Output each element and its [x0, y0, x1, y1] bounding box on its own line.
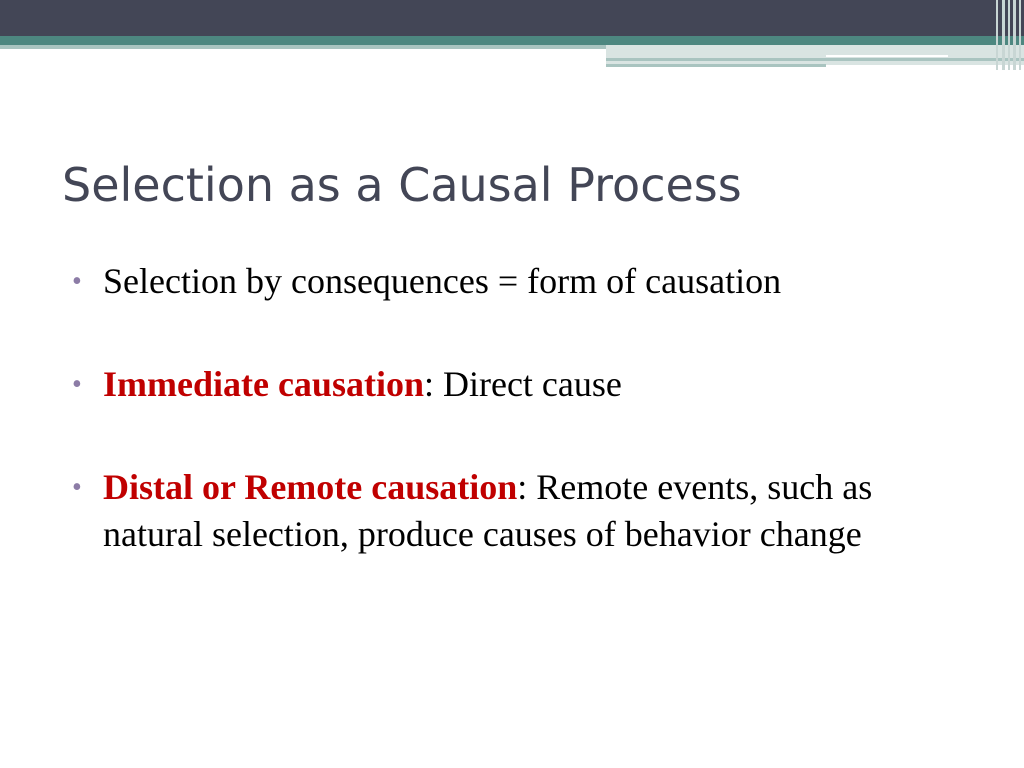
bullet-icon: •: [72, 369, 82, 400]
bullet-icon: •: [72, 472, 82, 503]
bullet-text: : Remote events, such as natural selection, produce causes of behavior change: [103, 467, 873, 554]
header-tab-decoration: [606, 45, 1024, 65]
bullet-item: [72, 258, 972, 305]
bullet-icon: •: [72, 266, 82, 297]
bullet-item: [72, 361, 972, 408]
bullet-term: Immediate causation: [103, 364, 424, 404]
header-tab-line: [826, 55, 948, 57]
bullet-list: [72, 258, 972, 558]
header-vertical-bars: [994, 0, 1024, 70]
header-tab-stripe: [606, 58, 1024, 61]
bullet-item: [72, 464, 972, 558]
bullet-term: Distal or Remote causation: [103, 467, 518, 507]
slide-title: Selection as a Causal Process: [62, 158, 742, 212]
bullet-text: : Direct cause: [423, 364, 622, 404]
header-light-stripe: [0, 45, 606, 49]
header-tab-stripe-short: [606, 64, 826, 67]
bullet-text: Selection by consequences = form of causation: [103, 261, 782, 301]
header-dark-band: [0, 0, 1024, 36]
header-teal-band: [0, 36, 1024, 45]
